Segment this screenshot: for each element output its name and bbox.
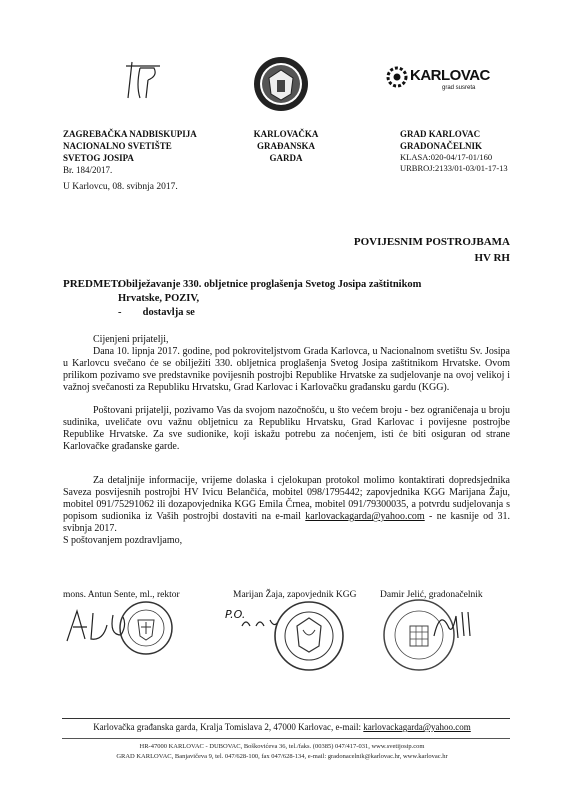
signature-left-name: mons. Antun Sente, ml., rektor [63,590,180,600]
header-left [63,128,197,176]
contact-email-link[interactable]: karlovackagarda@yahoo.com [305,511,425,522]
sanctuary-logo [118,58,168,106]
header-left-line3: SVETOG JOSIPA [63,153,134,163]
paragraph-3-text: Za detaljnije informacije, vrijeme dolaska i cjelokupan protokol molimo kontaktirati dopredsjednika Saveza posvijesnih postrojbi HV Ivicu Belančića, mobitel 098/1795442; zapovjednika KGG Marijana Žaju, mobitel 091/75291062 ili dozapovjednika KGG Emila Črnea, mobitel 091/79300035, a potvrdu sudjelovanja s popisom sudionika iz Vaših postrojbi dostaviti na e-mail [63,475,510,522]
po-mark: P.O. [225,608,246,621]
karlovac-logo-tagline: grad susreta [442,85,476,91]
subject-line3-text: dostavlja se [142,307,195,318]
subject-label: PREDMET: [63,278,121,290]
guard-stamp [273,600,345,677]
closing: S poštovanjem pozdravljamo, [63,535,183,546]
subject-line2: Hrvatske, POZIV, [118,293,200,304]
subject-dash: - [118,307,122,318]
header-center-line1: KARLOVAČKA GRAĐANSKA [253,129,319,151]
header-center-line2: GARDA [269,153,303,163]
header-center [226,128,346,164]
footer-line1-text: Karlovačka građanska garda, Kralja Tomislava 2, 47000 Karlovac, e-mail: [93,722,364,732]
signature-center-name: Marijan Žaja, zapovjednik KGG [233,590,357,600]
paragraph-1: Dana 10. lipnja 2017. godine, pod pokroviteljstvom Grada Karlovca, u Nacionalnom svetištu Sv. Josipa u Karlovcu svečano će se obilježiti 330. obljetnica proglašenja Svetog Josipa zaštitnikom Hrvatske. Ovom prilikom pozivamo sve predstavnike povijesnih postrojbi Republike Hrvatske za sudjelovanje na ovoj velikoj i važnoj svečanosti za Republiku Hrvatsku, Grad Karlovac i Karlovačku građansku gardu (KGG). [63,346,510,393]
subject-line1: Obilježavanje 330. obljetnice proglašenja Svetog Josipa zaštitnikom [118,279,422,290]
header-right-line2: GRADONAČELNIK [400,141,483,151]
footer-line3: GRAD KARLOVAC, Banjavičeva 9, tel. 047/628-100, fax 047/628-134, e-mail: gradonacelnik@karlovac.hr, www.karlovac.hr [116,753,448,760]
header-right-line1: GRAD KARLOVAC [400,129,481,139]
header-left-ref: Br. 184/2017. [63,165,113,175]
header-right [400,128,508,174]
guard-seal-logo [253,56,309,112]
subject-text [118,278,498,320]
footer-rule-2 [62,738,510,739]
paragraph-2: Poštovani prijatelji, pozivamo Vas da svojom nazočnošću, u što većem broju - bez ograničenaja u broju sudinika, uveličate ovu važnu obljetnicu za Republiku Hrvatsku, Grad Karlovac i povijesne postrojbe Republike Hrvatske. Za sve sudionike, koji iskažu potrebu za noćenjem, isti će biti osiguran od strane Karlovačke građanske garde. [63,405,510,452]
header-left-line2: NACIONALNO SVETIŠTE [63,141,172,151]
recipient-line1: POVIJESNIM POSTROJBAMA [353,236,510,248]
footer-email-link[interactable]: karlovackagarda@yahoo.com [363,722,471,732]
recipient [333,234,510,266]
letter-body [63,334,510,547]
footer-line2: HR-47000 KARLOVAC - DUBOVAC, Boškovićeva 36, tel./faks. (00385) 047/417-031, www.svetijosip.com [139,743,425,750]
recipient-line2: HV RH [474,252,510,264]
letter-date: U Karlovcu, 08. svibnja 2017. [63,182,178,192]
greeting: Cijenjeni prijatelji, [93,334,169,345]
subject-line3 [118,306,498,320]
sanctuary-stamp [118,600,174,661]
signature-right-handwriting [430,606,474,647]
karlovac-city-logo [386,64,490,94]
paragraph-3-end: - ne kasnije od 31. svibnja 2017. [63,511,511,534]
header-left-line1: ZAGREBAČKA NADBISKUPIJA [63,129,197,139]
karlovac-logo-text: KARLOVAC [410,67,490,84]
signature-right-name: Damir Jelić, gradonačelnik [380,590,483,600]
footer-line1 [0,722,564,732]
footer-rule [62,718,510,719]
header-right-urbroj: URBROJ:2133/01-03/01-17-13 [400,163,508,173]
paragraph-3 [63,475,510,535]
header-right-klasa: KLASA:020-04/17-01/160 [400,152,493,162]
